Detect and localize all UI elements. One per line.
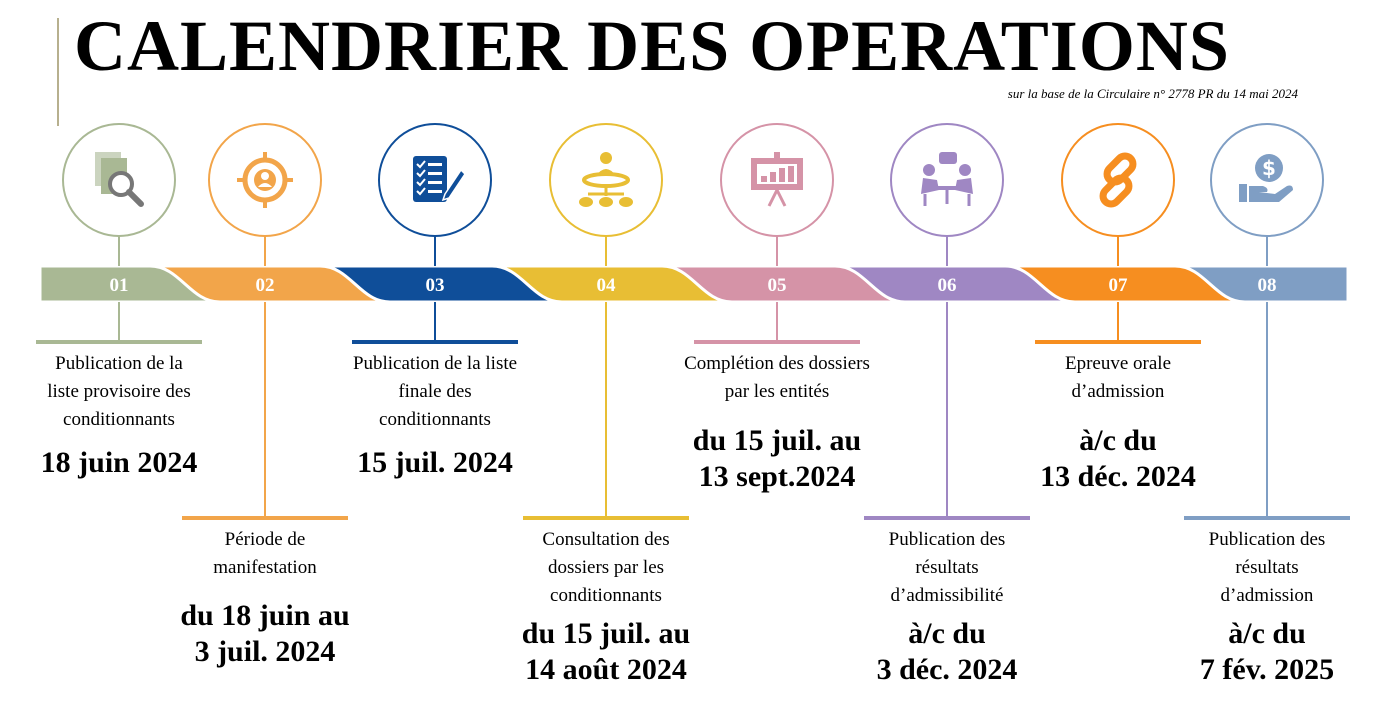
step-number: 05 bbox=[767, 275, 787, 296]
step-description-line: Complétion des dossiers bbox=[684, 353, 870, 374]
step-description-line: Publication de la liste bbox=[352, 353, 518, 374]
step-description-line: Consultation des bbox=[542, 529, 670, 550]
step-date-line: 18 juin 2024 bbox=[40, 446, 198, 479]
step-number: 04 bbox=[596, 275, 616, 296]
step-description bbox=[325, 350, 545, 434]
step-description bbox=[1008, 350, 1228, 406]
step-date-line: 3 déc. 2024 bbox=[876, 653, 1018, 686]
icon-ring bbox=[891, 124, 1003, 236]
step-underline bbox=[1184, 516, 1350, 520]
step-description-line: résultats bbox=[915, 557, 979, 578]
step-description-line: Publication des bbox=[888, 529, 1006, 550]
step-description-line: conditionnants bbox=[379, 409, 491, 430]
step-underline bbox=[694, 340, 860, 344]
step-date-line: 3 juil. 2024 bbox=[194, 635, 336, 668]
step-date-line: 7 fév. 2025 bbox=[1199, 653, 1335, 686]
step-date bbox=[155, 598, 375, 670]
step-description bbox=[667, 350, 887, 406]
step-description-line: Publication de la bbox=[55, 353, 183, 374]
step-date bbox=[496, 616, 716, 688]
step-date-line: à/c du bbox=[908, 617, 986, 650]
step-underline bbox=[864, 516, 1030, 520]
step-description-line: conditionnants bbox=[550, 585, 662, 606]
icon-ring bbox=[550, 124, 662, 236]
step-description-line: dossiers par les bbox=[547, 557, 665, 578]
step-underline bbox=[1035, 340, 1201, 344]
step-date-line: 13 sept.2024 bbox=[698, 460, 856, 493]
page-subtitle: sur la base de la Circulaire n° 2778 PR du 14 mai 2024 bbox=[1007, 86, 1298, 101]
step-underline bbox=[523, 516, 689, 520]
step-number: 07 bbox=[1108, 275, 1128, 296]
page-title: CALENDRIER DES OPERATIONS bbox=[74, 6, 1230, 86]
step-description-line: d’admissibilité bbox=[890, 585, 1004, 606]
step-date-line: à/c du bbox=[1228, 617, 1306, 650]
step-description bbox=[837, 526, 1057, 610]
step-date bbox=[9, 445, 229, 481]
step-number: 08 bbox=[1257, 275, 1277, 296]
step-description bbox=[1157, 526, 1377, 610]
step-description-line: par les entités bbox=[724, 381, 830, 402]
step-description-line: manifestation bbox=[213, 557, 317, 578]
step-date bbox=[1157, 616, 1377, 688]
step-description-line: Epreuve orale bbox=[1064, 353, 1172, 374]
step-date-line: du 18 juin au bbox=[180, 599, 350, 632]
step-date-line: du 15 juil. au bbox=[521, 617, 691, 650]
step-underline bbox=[352, 340, 518, 344]
step-number: 03 bbox=[425, 275, 445, 296]
step-description-line: conditionnants bbox=[63, 409, 175, 430]
step-underline bbox=[182, 516, 348, 520]
step-description-line: finale des bbox=[398, 381, 472, 402]
step-description-line: d’admission bbox=[1220, 585, 1314, 606]
step-number: 06 bbox=[937, 275, 957, 296]
step-description-line: liste provisoire des bbox=[47, 381, 191, 402]
step-description-line: Publication des bbox=[1208, 529, 1326, 550]
step-date-line: 14 août 2024 bbox=[525, 653, 687, 686]
step-date bbox=[325, 445, 545, 481]
step-description-line: Période de bbox=[224, 529, 306, 550]
step-number: 02 bbox=[255, 275, 275, 296]
step-description-line: résultats bbox=[1235, 557, 1299, 578]
svg-text:$: $ bbox=[1262, 156, 1276, 180]
step-date bbox=[1008, 423, 1228, 495]
step-description bbox=[155, 526, 375, 582]
step-underline bbox=[36, 340, 202, 344]
step-number: 01 bbox=[109, 275, 129, 296]
step-date bbox=[667, 423, 887, 495]
step-date bbox=[837, 616, 1057, 688]
step-description-line: d’admission bbox=[1071, 381, 1165, 402]
step-date-line: 15 juil. 2024 bbox=[357, 446, 513, 479]
step-date-line: du 15 juil. au bbox=[692, 424, 862, 457]
step-description bbox=[496, 526, 716, 610]
step-date-line: 13 déc. 2024 bbox=[1040, 460, 1196, 493]
step-date-line: à/c du bbox=[1079, 424, 1157, 457]
step-description bbox=[9, 350, 229, 434]
